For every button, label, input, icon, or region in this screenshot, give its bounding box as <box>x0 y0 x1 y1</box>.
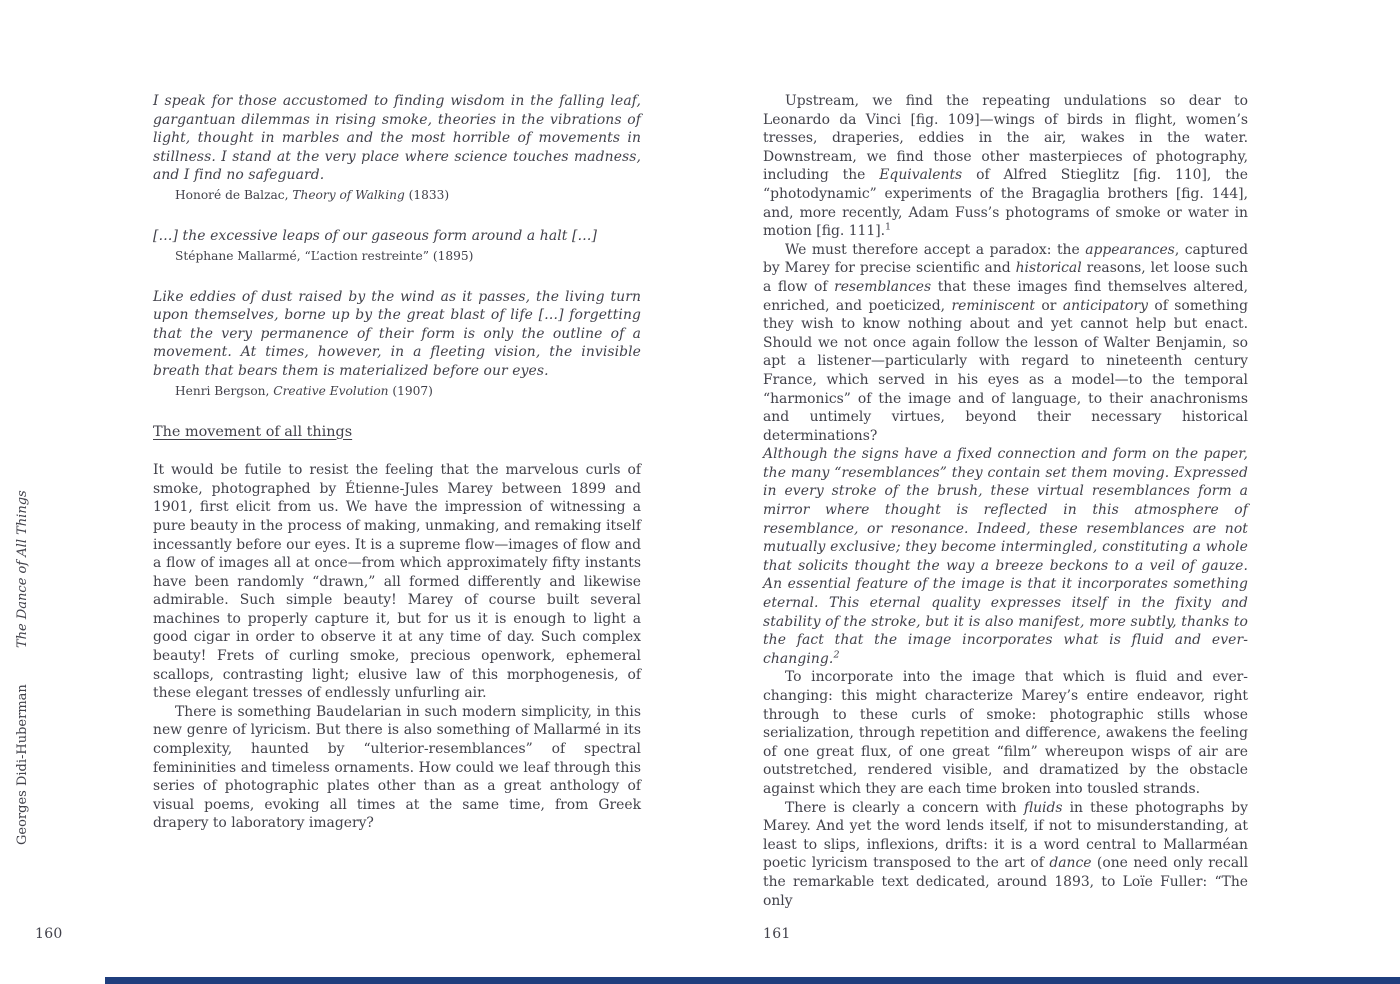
bottom-edge-bar <box>105 977 1400 984</box>
right-page <box>763 92 1248 910</box>
spine-book-title: The Dance of All Things <box>15 490 30 648</box>
epigraph-attribution: Honoré de Balzac, Theory of Walking (1833) <box>175 187 450 202</box>
epigraph-list <box>153 92 641 399</box>
page-number-left: 160 <box>35 926 63 942</box>
epigraph-quote: Like eddies of dust raised by the wind as it passes, the living turn upon themselves, borne up by the great blast of life […] forgetting that the very permanence of their form is only the outline of a movement. At times, however, in a fleeting vision, the invisible breath that bears them is materialized before our eyes. <box>153 288 641 379</box>
epigraph <box>153 288 641 399</box>
body-paragraph: We must therefore accept a paradox: the appearances, captured by Marey for precise scientific and historical reasons, let loose such a flow of resemblances that these images find themselves altered, enriched, and poeticized, reminiscent or anticipatory of something they wish to know nothing about and yet cannot help but enact. Should we not once again follow the lesson of Walter Benjamin, so apt a listener—particularly with regard to nineteenth century France, which served in his eyes as a model—to the temporal “harmonics” of the image and of language, to their anachronisms and untimely virtues, beyond their necessary historical determinations? <box>763 241 1248 444</box>
epigraph-attribution: Henri Bergson, Creative Evolution (1907) <box>175 383 433 398</box>
body-paragraph: Upstream, we find the repeating undulations so dear to Leonardo da Vinci [fig. 109]—wings of birds in flight, women’s tresses, draperies, eddies in the air, wakes in the water. Downstream, we find those other masterpieces of photography, including the Equivalents of Alfred Stieglitz [fig. 110], the “photodynamic” experiments of the Bragaglia brothers [fig. 144], and, more recently, Adam Fuss’s photograms of smoke or water in motion [fig. 111].$^1$ <box>763 93 1249 240</box>
left-page <box>153 92 641 833</box>
right-body <box>763 92 1248 910</box>
epigraph <box>153 227 641 264</box>
body-paragraph: There is clearly a concern with fluids in these photographs by Marey. And yet the word lends itself, if not to misunderstanding, at least to slips, inflexions, drifts: it is a word central to Mallarméan poetic lyricism transposed to the art of dance (one need only recall the remarkable text dedicated, around 1893, to Loïe Fuller: “The only <box>763 799 1249 909</box>
body-paragraph: To incorporate into the image that which is fluid and ever-changing: this might characterize Marey’s entire endeavor, right through to these curls of smoke: photographic stills whose serialization, through repetition and difference, awakens the feeling of one great flux, of one great “film” whereupon wisps of air are outstretched, rendered visible, and dramatized by the obstacle against which they are each time broken into tousled strands. <box>763 669 1248 797</box>
epigraph <box>153 92 641 203</box>
epigraph-quote: […] the excessive leaps of our gaseous form around a halt […] <box>153 227 597 244</box>
page-number-right: 161 <box>763 926 791 942</box>
body-paragraph: There is something Baudelarian in such modern simplicity, in this new genre of lyricism. But there is also something of Mallarmé in its complexity, haunted by “ulterior-resemblances” of spectral femininities and timeless ornaments. How could we leaf through this series of photographic plates other than as a great anthology of visual poems, evoking all times at the same time, from Greek drapery to laboratory imagery? <box>153 703 641 832</box>
epigraph-quote: I speak for those accustomed to finding wisdom in the falling leaf, gargantuan dilemmas in rising smoke, theories in the vibrations of light, thought in marbles and the most horrible of movements in stillness. I stand at the very place where science touches madness, and I find no safeguard. <box>153 93 641 184</box>
left-body <box>153 461 641 833</box>
spine-author-name: Georges Didi-Huberman <box>15 684 30 845</box>
epigraph-attribution: Stéphane Mallarmé, “L’action restreinte” (1895) <box>175 248 474 263</box>
body-paragraph: Although the signs have a fixed connection and form on the paper, the many “resemblances” they contain set them moving. Expressed in every stroke of the brush, these virtual resemblances form a mirror where thought is reflected in this atmosphere of resemblance, or resonance. Indeed, these resemblances are not mutually exclusive; they become intermingled, constituting a whole that solicits thought the way a breeze beckons to a veil of gauze. An essential feature of the image is that it incorporates something eternal. This eternal quality expresses itself in the fixity and stability of the stroke, but it is also manifest, more subtly, thanks to the fact that the image incorporates what is fluid and ever-changing.$^2$ <box>763 446 1248 667</box>
body-paragraph: It would be futile to resist the feeling that the marvelous curls of smoke, photographed by Étienne-Jules Marey between 1899 and 1901, first elicit from us. We have the impression of witnessing a pure beauty in the process of making, unmaking, and remaking itself incessantly before our eyes. It is a supreme flow—images of flow and a flow of images all at once—from which approximately fifty instants have been randomly “drawn,” all formed differently and likewise admirable. Such simple beauty! Marey of course built several machines to properly capture it, but for us it is enough to light a good cigar in order to observe it at any time of day. Such complex beauty! Frets of curling smoke, precious openwork, ephemeral scallops, contrasting light; elusive law of this morphogenesis, of these elegant tresses of endlessly unfurling air. <box>153 462 641 702</box>
section-heading: The movement of all things <box>153 423 353 440</box>
